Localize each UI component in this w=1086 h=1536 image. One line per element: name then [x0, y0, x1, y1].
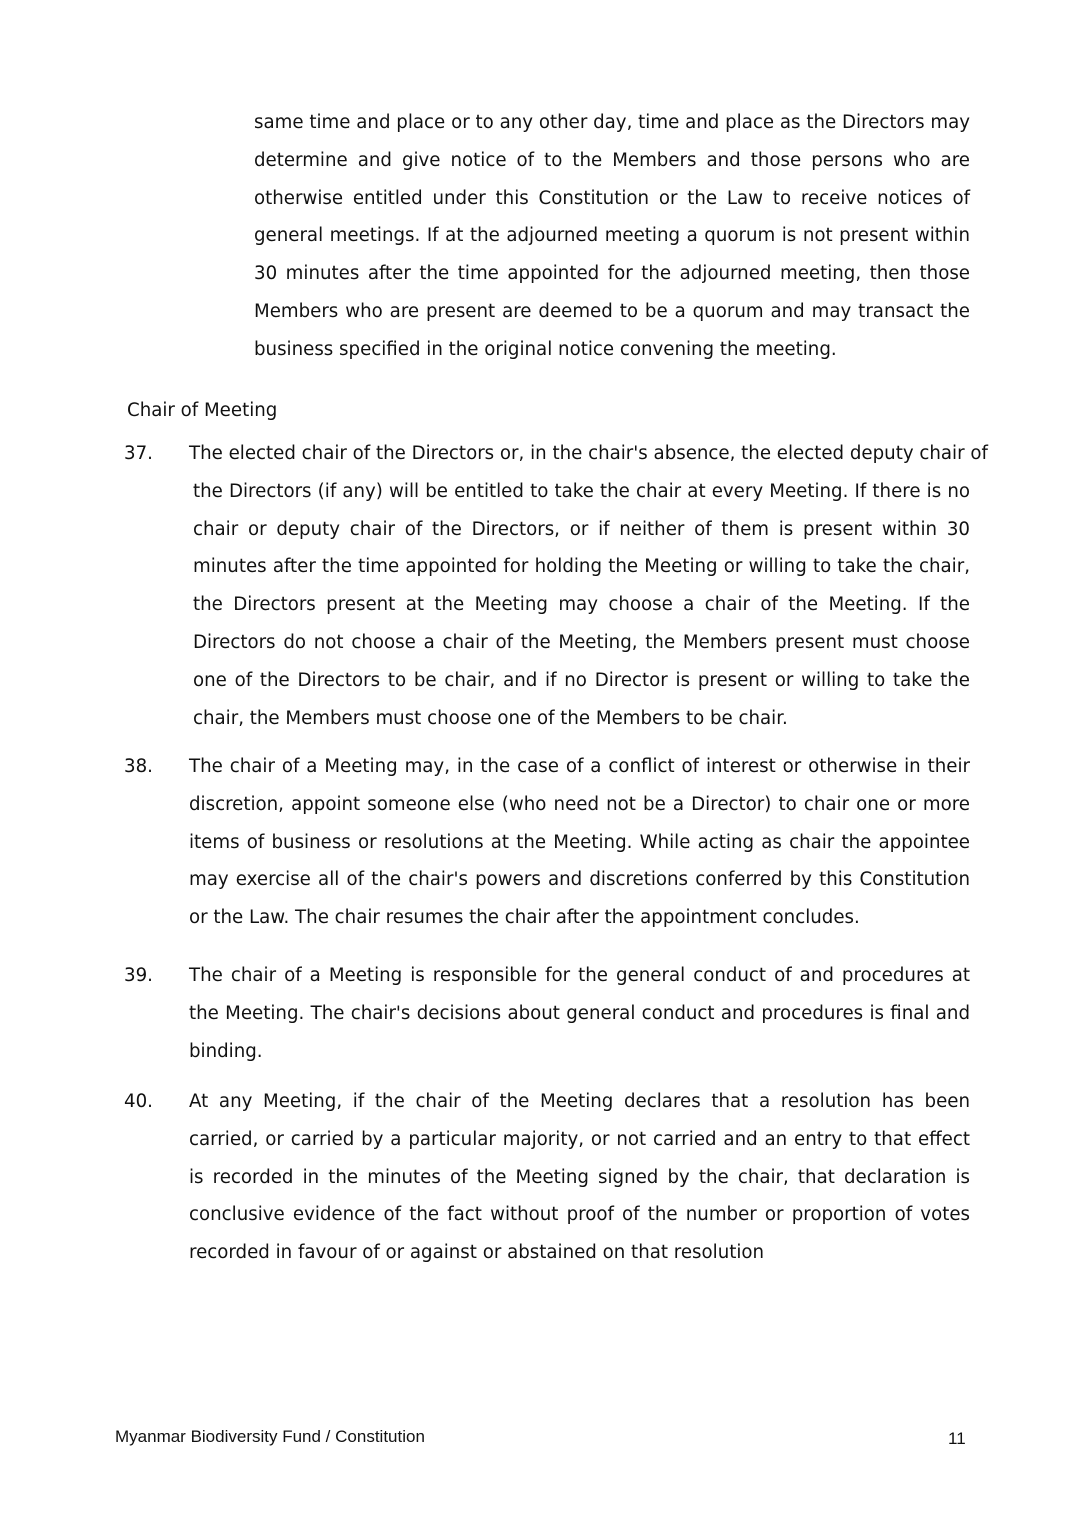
continued-paragraph: same time and place or to any other day, time and place as the Directors may determine and give notice of to the Members and those persons who are otherwise entitled under this Constitution or the Law to receive notices of general meetings. If at the adjourned meeting a quorum is not present within 30 minutes after the time appointed for the adjourned meeting, then those Members who are present are deemed to be a quorum and may transact the business specified in the original notice convening the meeting.: [254, 112, 970, 360]
clause-number: 40.: [124, 1091, 153, 1112]
clause-number: 37.: [124, 443, 153, 464]
clause-number: 39.: [124, 965, 153, 986]
clause-number: 38.: [124, 756, 153, 777]
clause-text: The chair of a Meeting is responsible for the general conduct of and procedures at the Meeting. The chair's decisions about general conduct and procedures is final and binding.: [189, 965, 970, 1062]
clause-first-line: The elected chair of the Directors or, in the chair's absence, the elected deputy chair of: [189, 443, 988, 464]
footer-document-title: Myanmar Biodiversity Fund / Constitution: [115, 1427, 425, 1446]
clause-text: At any Meeting, if the chair of the Meeting declares that a resolution has been carried, or carried by a particular majority, or not carried and an entry to that effect is recorded in the minutes of the Meeting signed by the chair, that declaration is conclusive evidence of the fact without proof of the number or proportion of votes recorded in favour of or against or abstained on that resolution: [189, 1091, 970, 1264]
clause-text: The chair of a Meeting may, in the case of a conflict of interest or otherwise in their discretion, appoint someone else (who need not be a Director) to chair one or more items of business or resolutions at the Meeting. While acting as chair the appointee may exercise all of the chair's powers and discretions conferred by this Constitution or the Law. The chair resumes the chair after the appointment concludes.: [189, 756, 970, 929]
section-heading: Chair of Meeting: [127, 400, 278, 421]
clause-text: the Directors (if any) will be entitled to take the chair at every Meeting. If there is no chair or deputy chair of the Directors, or if neither of them is present within 30 minutes after the time appointed for holding the Meeting or willing to take the chair, the Directors present at the Meeting may choose a chair of the Meeting. If the Directors do not choose a chair of the Meeting, the Members present must choose one of the Directors to be chair, and if no Director is present or willing to take the chair, the Members must choose one of the Members to be chair.: [193, 480, 970, 729]
footer-page-number: 11: [948, 1429, 966, 1448]
